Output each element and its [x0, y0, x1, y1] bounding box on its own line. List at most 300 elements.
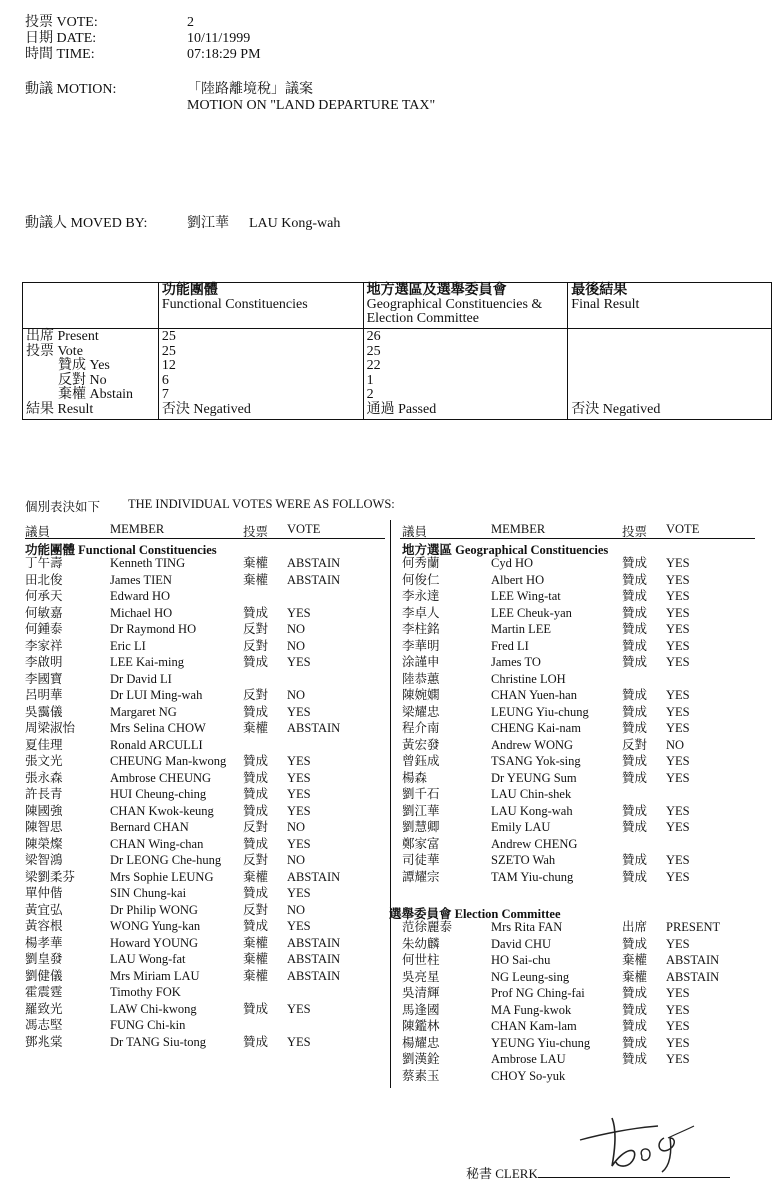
member-name-en: CHAN Wing-chan: [110, 836, 204, 851]
member-name-zh: 黃宏發: [402, 737, 440, 752]
vote-en: YES: [666, 589, 690, 603]
vote-zh: 反對: [622, 737, 648, 752]
member-name-zh: 梁智鴻: [25, 853, 63, 867]
motion-label: 動議 MOTION:: [25, 82, 117, 97]
gc-vote-row: [0, 803, 780, 820]
member-name-zh: 呂明華: [25, 688, 63, 702]
vote-zh: 反對: [243, 638, 269, 653]
member-name-en: LAU Chin-shek: [491, 787, 572, 801]
member-name-en: Timothy FOK: [110, 985, 181, 999]
vote-zh: 棄權: [243, 968, 269, 983]
member-name-zh: 劉皇發: [25, 952, 63, 966]
member-name-en: CHEUNG Man-kwong: [110, 754, 227, 768]
fc-vote-row: [0, 885, 780, 902]
vote-en: YES: [666, 605, 690, 620]
left-col-member-en: MEMBER: [110, 522, 165, 536]
member-name-zh: 何俊仁: [402, 572, 440, 587]
gc-vote-row: [0, 654, 780, 671]
member-name-zh: 楊耀忠: [402, 1035, 440, 1050]
vote-en: ABSTAIN: [287, 869, 341, 884]
time-value: 07:18:29 PM: [187, 47, 261, 62]
member-name-zh: 李啟明: [25, 655, 63, 669]
member-name-en: MA Fung-kwok: [491, 1002, 572, 1017]
member-name-zh: 陳鑑林: [402, 1019, 440, 1033]
member-name-zh: 吳靄儀: [25, 704, 63, 719]
member-name-zh: 周梁淑怡: [25, 721, 76, 735]
vote-en: NO: [287, 853, 306, 867]
member-name-en: LEE Wing-tat: [491, 589, 561, 603]
member-name-zh: 何承天: [25, 589, 63, 603]
yes-label: 贊成 Yes: [58, 358, 110, 374]
right-col-member-zh: 議員: [402, 525, 428, 539]
vote-en: NO: [666, 737, 685, 752]
vote-zh: 棄權: [243, 952, 269, 966]
date-label: 日期 DATE:: [25, 31, 97, 46]
member-name-zh: 譚耀宗: [402, 869, 440, 884]
member-name-en: CHAN Kwok-keung: [110, 803, 214, 818]
result-label: 結果 Result: [26, 401, 94, 417]
vote-zh: 出席: [622, 920, 648, 934]
vote-en: YES: [287, 1001, 311, 1016]
vote-en: YES: [287, 655, 311, 669]
vote-en: YES: [287, 770, 311, 785]
vote-en: YES: [666, 1019, 690, 1033]
member-name-zh: 何敏嘉: [25, 605, 63, 620]
member-name-zh: 李永達: [402, 589, 440, 603]
ec-vote-row: [0, 1002, 780, 1019]
member-name-zh: 張文光: [25, 754, 63, 768]
member-name-en: Kenneth TING: [110, 556, 186, 570]
vote-zh: 贊成: [622, 869, 648, 884]
vote-zh: 贊成: [622, 622, 648, 636]
member-name-en: James TO: [491, 655, 541, 669]
gc-vote-row: [0, 555, 780, 572]
member-name-zh: 陸恭蕙: [402, 671, 440, 686]
left-section-title: 功能團體 Functional Constituencies: [25, 543, 217, 557]
vote-zh: 棄權: [243, 935, 269, 950]
vote-en: YES: [666, 1002, 690, 1017]
member-name-en: Eric LI: [110, 638, 146, 653]
vote-en: ABSTAIN: [287, 935, 341, 950]
member-name-en: Dr Raymond HO: [110, 622, 197, 636]
vote-zh: 贊成: [622, 655, 648, 669]
vote-zh: 贊成: [622, 820, 648, 834]
member-name-zh: 李卓人: [402, 605, 440, 620]
vote-zh: 贊成: [622, 1019, 648, 1033]
gc-vote-row: [0, 869, 780, 886]
member-name-zh: 梁劉柔芬: [25, 869, 76, 884]
member-name-en: NG Leung-sing: [491, 969, 570, 984]
vote-zh: 反對: [243, 622, 269, 636]
member-name-en: David CHU: [491, 936, 552, 951]
right-col-vote-zh: 投票: [622, 525, 648, 539]
vote-en: YES: [666, 936, 690, 951]
vote-zh: 贊成: [243, 704, 269, 719]
right-col-vote-en: VOTE: [666, 522, 700, 536]
vote-zh: 棄權: [243, 721, 269, 735]
vote-en: YES: [666, 820, 690, 834]
member-name-zh: 吳清輝: [402, 986, 440, 1000]
member-name-zh: 范徐麗泰: [402, 920, 453, 934]
member-name-zh: 黃容根: [25, 919, 63, 933]
vote-en: NO: [287, 820, 306, 834]
member-name-en: Mrs Selina CHOW: [110, 721, 206, 735]
member-name-en: HUI Cheung-ching: [110, 787, 207, 801]
clerk-signature-line: [538, 1177, 730, 1178]
member-name-zh: 黃宜弘: [25, 902, 63, 917]
gc-vote-row: [0, 852, 780, 869]
member-name-en: FUNG Chi-kin: [110, 1018, 186, 1032]
member-name-en: Mrs Sophie LEUNG: [110, 869, 214, 884]
individual-title-en: THE INDIVIDUAL VOTES WERE AS FOLLOWS:: [128, 497, 395, 511]
member-name-en: TSANG Yok-sing: [491, 754, 581, 768]
vote-zh: 贊成: [243, 787, 269, 801]
member-name-en: SIN Chung-kai: [110, 886, 187, 900]
vote-en: NO: [287, 688, 306, 702]
vote-en: YES: [666, 1052, 690, 1066]
member-name-en: CHAN Kam-lam: [491, 1019, 577, 1033]
ec-vote-row: [0, 969, 780, 986]
member-name-en: Dr YEUNG Sum: [491, 770, 577, 785]
member-name-en: Emily LAU: [491, 820, 551, 834]
member-name-en: LAW Chi-kwong: [110, 1001, 197, 1016]
member-name-zh: 陳榮燦: [25, 836, 63, 851]
gc-vote-row: [0, 605, 780, 622]
vote-en: YES: [666, 704, 690, 719]
member-name-en: Margaret NG: [110, 704, 177, 719]
vote-zh: 贊成: [622, 1052, 648, 1066]
member-name-en: LAU Kong-wah: [491, 803, 573, 818]
vote-en: YES: [666, 556, 690, 570]
vote-en: YES: [666, 655, 690, 669]
fc-values: 25 25 12 6 7 否決 Negatived: [158, 329, 363, 420]
member-name-zh: 朱幼麟: [402, 936, 440, 951]
vote-zh: 贊成: [622, 704, 648, 719]
individual-title-zh: 個別表決如下: [25, 500, 101, 514]
final-values: [568, 329, 772, 420]
member-name-zh: 陳婉嫻: [402, 688, 440, 702]
gc-section-title: 地方選區 Geographical Constituencies: [402, 543, 609, 557]
member-name-zh: 劉千石: [402, 787, 440, 801]
gc-vote-row: [0, 687, 780, 704]
vote-zh: 贊成: [243, 655, 269, 669]
member-name-en: Dr LEONG Che-hung: [110, 853, 222, 867]
vote-zh: 棄權: [243, 556, 269, 570]
vote-en: ABSTAIN: [287, 968, 341, 983]
final-result: 否決 Negatived: [571, 401, 661, 417]
vote-en: NO: [287, 622, 306, 636]
final-header: 最後結果 Final Result: [568, 283, 772, 329]
summary-table: [22, 282, 772, 420]
member-name-en: Fred LI: [491, 638, 529, 653]
vote-en: YES: [666, 770, 690, 785]
vote-en: YES: [287, 836, 311, 851]
gc-vote-row: [0, 786, 780, 803]
vote-zh: 贊成: [622, 572, 648, 587]
vote-en: YES: [666, 853, 690, 867]
gc-vote-row: [0, 819, 780, 836]
member-name-en: Christine LOH: [491, 671, 566, 686]
member-name-zh: 何世柱: [402, 953, 440, 967]
vote-en: YES: [666, 803, 690, 818]
member-name-zh: 霍震霆: [25, 985, 63, 999]
vote-en: NO: [287, 638, 306, 653]
member-name-en: Andrew CHENG: [491, 836, 578, 851]
summary-row-labels: [23, 329, 159, 420]
mover-name-zh: 劉江華: [187, 216, 229, 231]
vote-zh: 贊成: [622, 638, 648, 653]
vote-en: YES: [666, 622, 690, 636]
no-label: 反對 No: [58, 372, 107, 388]
right-col-member-en: MEMBER: [491, 522, 546, 536]
member-name-zh: 曾鈺成: [402, 754, 440, 768]
member-name-en: Dr LUI Ming-wah: [110, 688, 203, 702]
member-name-zh: 張永森: [25, 770, 63, 785]
vote-en: YES: [666, 572, 690, 587]
gc-vote-row: [0, 720, 780, 737]
vote-zh: 贊成: [622, 936, 648, 951]
member-name-en: Dr TANG Siu-tong: [110, 1034, 206, 1049]
gc-header: 地方選區及選舉委員會 Geographical Constituencies & Election Committee: [363, 283, 568, 329]
clerk-label: 秘書 CLERK: [466, 1166, 538, 1181]
vote-en: PRESENT: [666, 920, 721, 934]
member-name-en: LAU Wong-fat: [110, 952, 186, 966]
member-name-zh: 吳亮星: [402, 969, 440, 984]
member-name-zh: 劉慧卿: [402, 820, 440, 834]
fc-result: 否決 Negatived: [161, 401, 251, 417]
gc-vote-row: [0, 588, 780, 605]
member-name-en: Ambrose LAU: [491, 1052, 566, 1066]
member-name-en: LEE Cheuk-yan: [491, 605, 572, 620]
vote-zh: 棄權: [622, 969, 648, 984]
member-name-en: LEUNG Yiu-chung: [491, 704, 589, 719]
member-name-en: WONG Yung-kan: [110, 919, 201, 933]
gc-vote-row: [0, 836, 780, 853]
clerk-signature: [572, 1108, 702, 1174]
vote-zh: 贊成: [622, 589, 648, 603]
member-name-zh: 鄧兆棠: [25, 1034, 63, 1049]
vote-label: 投票 VOTE:: [25, 15, 98, 30]
vote-en: YES: [287, 754, 311, 768]
vote-zh: 贊成: [243, 605, 269, 620]
vote-en: YES: [666, 986, 690, 1000]
abstain-label: 棄權 Abstain: [58, 387, 134, 403]
member-name-zh: 涂謹申: [402, 655, 440, 669]
ec-vote-row: [0, 985, 780, 1002]
vote-zh: 棄權: [243, 572, 269, 587]
member-name-zh: 鄭家富: [402, 836, 440, 851]
member-name-en: Dr David LI: [110, 671, 172, 686]
ec-vote-row: [0, 1035, 780, 1052]
vote-zh: 贊成: [243, 886, 269, 900]
member-name-zh: 何鍾泰: [25, 622, 63, 636]
vote-zh: 贊成: [243, 919, 269, 933]
vote-en: YES: [287, 787, 311, 801]
vote-zh: 反對: [243, 853, 269, 867]
vote-zh: 贊成: [622, 770, 648, 785]
ec-vote-row: [0, 1018, 780, 1035]
left-header-rule: [25, 538, 385, 539]
fc-header: 功能團體 Functional Constituencies: [158, 283, 363, 329]
member-name-zh: 馮志堅: [25, 1018, 63, 1032]
vote-zh: 棄權: [243, 869, 269, 884]
vote-en: ABSTAIN: [287, 721, 341, 735]
vote-zh: 贊成: [243, 803, 269, 818]
member-name-zh: 程介南: [402, 721, 440, 735]
member-name-zh: 李家祥: [25, 638, 63, 653]
vote-en: YES: [666, 638, 690, 653]
member-name-zh: 陳國強: [25, 803, 63, 818]
member-name-en: Edward HO: [110, 589, 171, 603]
member-name-en: Michael HO: [110, 605, 173, 620]
vote-zh: 贊成: [622, 721, 648, 735]
member-name-zh: 馬逢國: [402, 1002, 440, 1017]
member-name-en: Bernard CHAN: [110, 820, 189, 834]
vote-zh: 贊成: [622, 986, 648, 1000]
gc-vote-row: [0, 704, 780, 721]
vote-en: YES: [287, 704, 311, 719]
member-name-en: Cyd HO: [491, 556, 534, 570]
vote-en: NO: [287, 902, 306, 917]
member-name-zh: 蔡素玉: [402, 1068, 440, 1083]
member-name-en: CHENG Kai-nam: [491, 721, 581, 735]
gc-values: 26 25 22 1 2 通過 Passed: [363, 329, 568, 420]
vote-en: ABSTAIN: [287, 572, 341, 587]
vote-zh: 反對: [243, 902, 269, 917]
motion-title-zh: 「陸路離境稅」議案: [187, 82, 313, 97]
vote-zh: 反對: [243, 820, 269, 834]
ec-vote-row: [0, 1068, 780, 1085]
vote-zh: 贊成: [243, 1001, 269, 1016]
member-name-zh: 夏佳理: [25, 737, 63, 752]
ec-vote-row: [0, 952, 780, 969]
member-name-zh: 梁耀忠: [402, 704, 440, 719]
member-name-en: YEUNG Yiu-chung: [491, 1035, 591, 1050]
member-name-zh: 楊森: [402, 770, 428, 785]
member-name-en: Ambrose CHEUNG: [110, 770, 212, 785]
member-name-zh: 司徒華: [402, 853, 440, 867]
moved-by-label: 動議人 MOVED BY:: [25, 216, 148, 231]
ec-section-title: 選舉委員會 Election Committee: [389, 907, 561, 921]
member-name-en: Martin LEE: [491, 622, 552, 636]
gc-vote-row: [0, 572, 780, 589]
gc-vote-row: [0, 621, 780, 638]
member-name-en: Dr Philip WONG: [110, 902, 198, 917]
vote-zh: 贊成: [243, 836, 269, 851]
vote-en: YES: [287, 919, 311, 933]
member-name-en: LEE Kai-ming: [110, 655, 184, 669]
member-name-en: Howard YOUNG: [110, 935, 199, 950]
member-name-en: Albert HO: [491, 572, 545, 587]
gc-vote-row: [0, 638, 780, 655]
member-name-zh: 田北俊: [25, 572, 63, 587]
ec-vote-row: [0, 919, 780, 936]
member-name-en: Ronald ARCULLI: [110, 737, 203, 752]
member-name-en: SZETO Wah: [491, 853, 556, 867]
member-name-zh: 李柱銘: [402, 622, 440, 636]
gc-vote-row: [0, 737, 780, 754]
gc-vote-row: [0, 753, 780, 770]
member-name-en: Mrs Rita FAN: [491, 920, 563, 934]
member-name-zh: 劉健儀: [25, 968, 63, 983]
right-header-rule: [400, 538, 755, 539]
member-name-zh: 李華明: [402, 638, 440, 653]
mover-name-en: LAU Kong-wah: [249, 216, 341, 231]
vote-zh: 贊成: [622, 688, 648, 702]
left-col-vote-en: VOTE: [287, 522, 321, 536]
member-name-zh: 丁午壽: [25, 556, 63, 570]
vote-zh: 贊成: [243, 1034, 269, 1049]
member-name-en: TAM Yiu-chung: [491, 869, 574, 884]
member-name-zh: 羅致光: [25, 1001, 63, 1016]
present-label: 出席 Present: [26, 329, 99, 344]
member-name-zh: 劉漢銓: [402, 1052, 440, 1066]
gc-result: 通過 Passed: [366, 401, 437, 417]
vote-en: YES: [287, 886, 311, 900]
member-name-en: HO Sai-chu: [491, 953, 551, 967]
member-name-en: Mrs Miriam LAU: [110, 968, 200, 983]
time-label: 時間 TIME:: [25, 47, 95, 62]
gc-vote-row: [0, 671, 780, 688]
vote-en: YES: [666, 869, 690, 884]
vote-en: YES: [666, 1035, 690, 1050]
vote-zh: 贊成: [622, 853, 648, 867]
vote-en: YES: [287, 1034, 311, 1049]
member-name-en: Prof NG Ching-fai: [491, 986, 585, 1000]
vote-zh: 贊成: [243, 770, 269, 785]
vote-zh: 反對: [243, 688, 269, 702]
vote-value: 2: [187, 15, 194, 30]
vote-count-label: 投票 Vote: [26, 343, 83, 359]
vote-zh: 贊成: [622, 605, 648, 620]
vote-en: ABSTAIN: [666, 969, 720, 984]
member-name-zh: 單仲偕: [25, 886, 63, 900]
vote-en: ABSTAIN: [666, 953, 720, 967]
member-name-zh: 何秀蘭: [402, 556, 440, 570]
member-name-zh: 楊孝華: [25, 935, 63, 950]
gc-vote-row: [0, 770, 780, 787]
date-value: 10/11/1999: [187, 31, 251, 46]
member-name-zh: 許長青: [25, 787, 63, 801]
motion-title-en: MOTION ON "LAND DEPARTURE TAX": [187, 98, 436, 113]
vote-zh: 贊成: [243, 754, 269, 768]
member-name-en: James TIEN: [110, 572, 172, 587]
vote-en: YES: [287, 605, 311, 620]
left-col-vote-zh: 投票: [243, 525, 269, 539]
vote-en: YES: [666, 721, 690, 735]
vote-zh: 贊成: [622, 1035, 648, 1050]
member-name-en: CHAN Yuen-han: [491, 688, 577, 702]
vote-en: ABSTAIN: [287, 556, 341, 570]
ec-vote-row: [0, 1051, 780, 1068]
member-name-en: Andrew WONG: [491, 737, 574, 752]
vote-en: YES: [287, 803, 311, 818]
member-name-zh: 劉江華: [402, 803, 440, 818]
summary-corner: [23, 283, 159, 329]
vote-zh: 贊成: [622, 754, 648, 768]
vote-zh: 棄權: [622, 953, 648, 967]
fc-vote-row: [0, 902, 780, 919]
vote-en: YES: [666, 688, 690, 702]
member-name-en: CHOY So-yuk: [491, 1068, 566, 1083]
vote-en: ABSTAIN: [287, 952, 341, 966]
vote-zh: 贊成: [622, 1002, 648, 1017]
left-col-member-zh: 議員: [25, 525, 51, 539]
member-name-zh: 陳智思: [25, 820, 63, 834]
ec-vote-row: [0, 936, 780, 953]
vote-zh: 贊成: [622, 803, 648, 818]
vote-en: YES: [666, 754, 690, 768]
